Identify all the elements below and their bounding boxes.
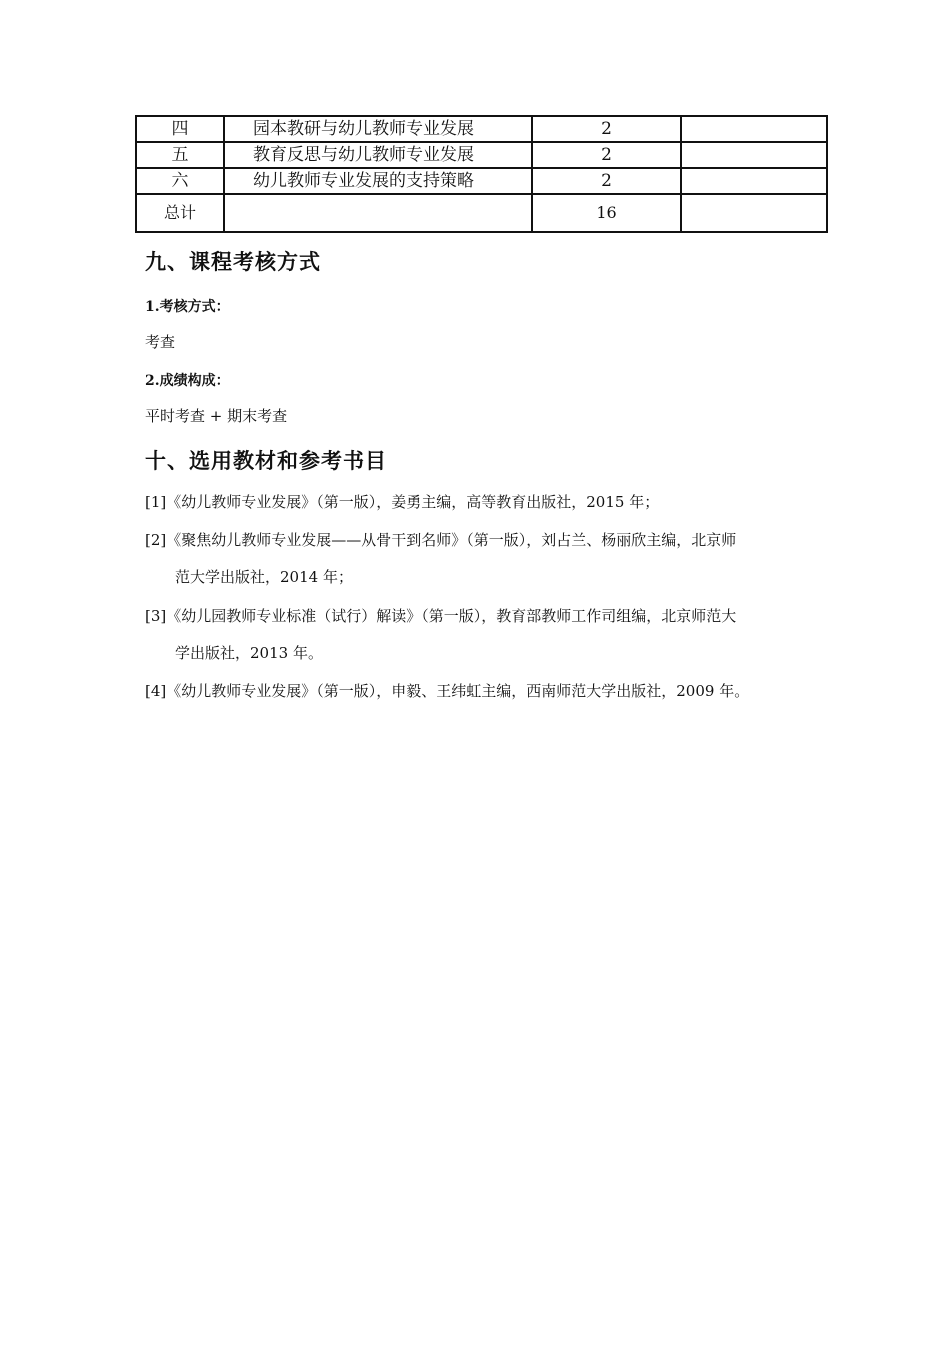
reference-text-continued: 范大学出版社，2014 年；: [175, 568, 353, 586]
section-9-heading: 九、课程考核方式: [145, 250, 321, 274]
chapter-note: [681, 142, 827, 168]
reference-text-continued: 学出版社，2013 年。: [175, 644, 323, 662]
chapter-topic: 幼儿教师专业发展的支持策略: [224, 168, 532, 194]
chapter-topic: 教育反思与幼儿教师专业发展: [224, 142, 532, 168]
table-row: [136, 142, 827, 168]
assessment-method-value: 考查: [145, 333, 176, 351]
total-hours: 16: [532, 194, 681, 232]
reference-text: [2]《聚焦幼儿教师专业发展——从骨干到名师》（第一版），刘占兰、杨丽欣主编，北京师: [145, 531, 737, 549]
chapter-topic: 园本教研与幼儿教师专业发展: [224, 116, 532, 142]
chapter-hours: 2: [532, 142, 681, 168]
total-label: 总计: [136, 194, 224, 232]
score-composition-value: 平时考查 + 期末考查: [145, 407, 288, 425]
table-total-row: [136, 194, 827, 232]
total-note: [681, 194, 827, 232]
total-topic: [224, 194, 532, 232]
reference-item: [145, 522, 815, 596]
reference-item: [145, 598, 815, 672]
assessment-method-label: 1.考核方式：: [145, 299, 230, 315]
reference-text: [4]《幼儿教师专业发展》（第一版），申毅、王纬虹主编，西南师范大学出版社，2009 年。: [145, 682, 750, 700]
chapter-note: [681, 168, 827, 194]
section-10-heading: 十、选用教材和参考书目: [145, 449, 387, 473]
chapter-number: 六: [136, 168, 224, 194]
reference-item: [145, 484, 815, 521]
chapter-hours: 2: [532, 116, 681, 142]
table-row: [136, 116, 827, 142]
score-composition-label: 2.成绩构成：: [145, 373, 230, 389]
chapter-note: [681, 116, 827, 142]
reference-text: [1]《幼儿教师专业发展》（第一版），姜勇主编，高等教育出版社，2015 年；: [145, 493, 660, 511]
chapter-number: 四: [136, 116, 224, 142]
course-hours-table: [135, 115, 828, 233]
table-row: [136, 168, 827, 194]
reference-item: [145, 673, 815, 710]
chapter-hours: 2: [532, 168, 681, 194]
chapter-number: 五: [136, 142, 224, 168]
reference-text: [3]《幼儿园教师专业标准（试行）解读》（第一版），教育部教师工作司组编，北京师范大: [145, 607, 737, 625]
